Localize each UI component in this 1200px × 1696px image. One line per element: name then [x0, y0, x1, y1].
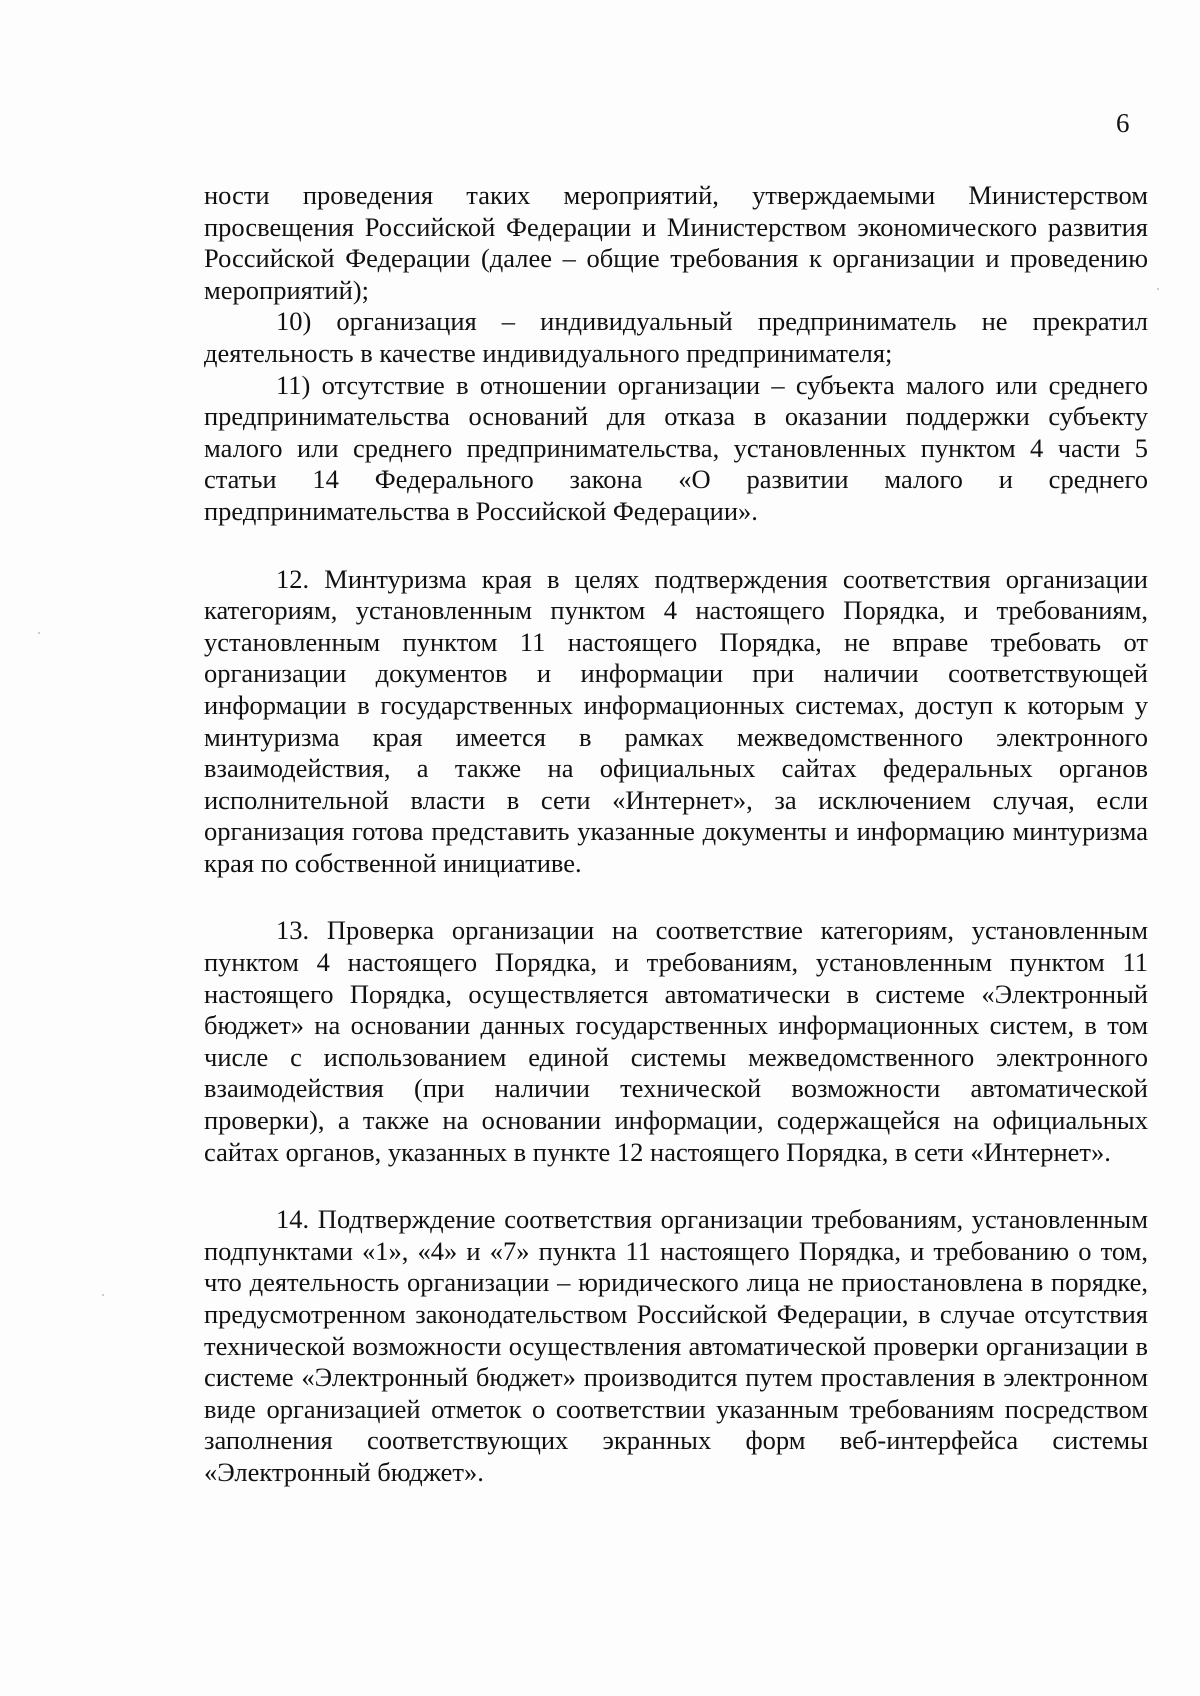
paragraph-14: 14. Подтверждение соответствия организации требованиям, установленным подпунктами «1», «4» и «7» пункта 11 настоящего Порядка, и требованию о том, что деятельность организации – юридического лица не приостановлена в порядке, предусмотренном законодательством Российской Федерации, в случае отсутствия технической возможности осуществления автоматической проверки организации в системе «Электронный бюджет» производится путем проставления в электронном виде организацией отметок о соответствии указанным требованиям посредством заполнения соответствующих экранных форм веб-интерфейса системы «Электронный бюджет».: [204, 1204, 1148, 1487]
document-body: [204, 180, 1148, 1489]
scan-artifact: [38, 632, 40, 634]
paragraph-continuation: ности проведения таких мероприятий, утверждаемыми Министерством просвещения Российской Федерации и Министерством экономического развития Российской Федерации (далее – общие требования к организации и проведению мероприятий);: [204, 180, 1148, 305]
paragraph-item-11: 11) отсутствие в отношении организации – субъекта малого или среднего предпринимательства оснований для отказа в оказании поддержки субъекту малого или среднего предпринимательства, установленных пунктом 4 части 5 статьи 14 Федерального закона «О развитии малого и среднего предпринимательства в Российской Федерации».: [204, 369, 1148, 526]
scan-artifact: [1157, 288, 1159, 290]
paragraph-item-10: 10) организация – индивидуальный предприниматель не прекратил деятельность в качестве индивидуального предпринимателя;: [204, 306, 1148, 368]
scan-artifact: [102, 1294, 104, 1296]
paragraph-12: 12. Минтуризма края в целях подтверждения соответствия организации категориям, установленным пунктом 4 настоящего Порядка, и требованиям, установленным пунктом 11 настоящего Порядка, не вправе требовать от организации документов и информации при наличии соответствующей информации в государственных информационных системах, доступ к которым у минтуризма края имеется в рамках межведомственного электронного взаимодействия, а также на официальных сайтах федеральных органов исполнительной власти в сети «Интернет», за исключением случая, если организация готова представить указанные документы и информацию минтуризма края по собственной инициативе.: [204, 563, 1148, 878]
page-number: 6: [1116, 108, 1130, 138]
paragraph-13: 13. Проверка организации на соответствие категориям, установленным пунктом 4 настоящего Порядка, и требованиям, установленным пунктом 11 настоящего Порядка, осуществляется автоматически в системе «Электронный бюджет» на основании данных государственных информационных систем, в том числе с использованием единой системы межведомственного электронного взаимодействия (при наличии технической возможности автоматической проверки), а также на основании информации, содержащейся на официальных сайтах органов, указанных в пункте 12 настоящего Порядка, в сети «Интернет».: [204, 915, 1148, 1167]
